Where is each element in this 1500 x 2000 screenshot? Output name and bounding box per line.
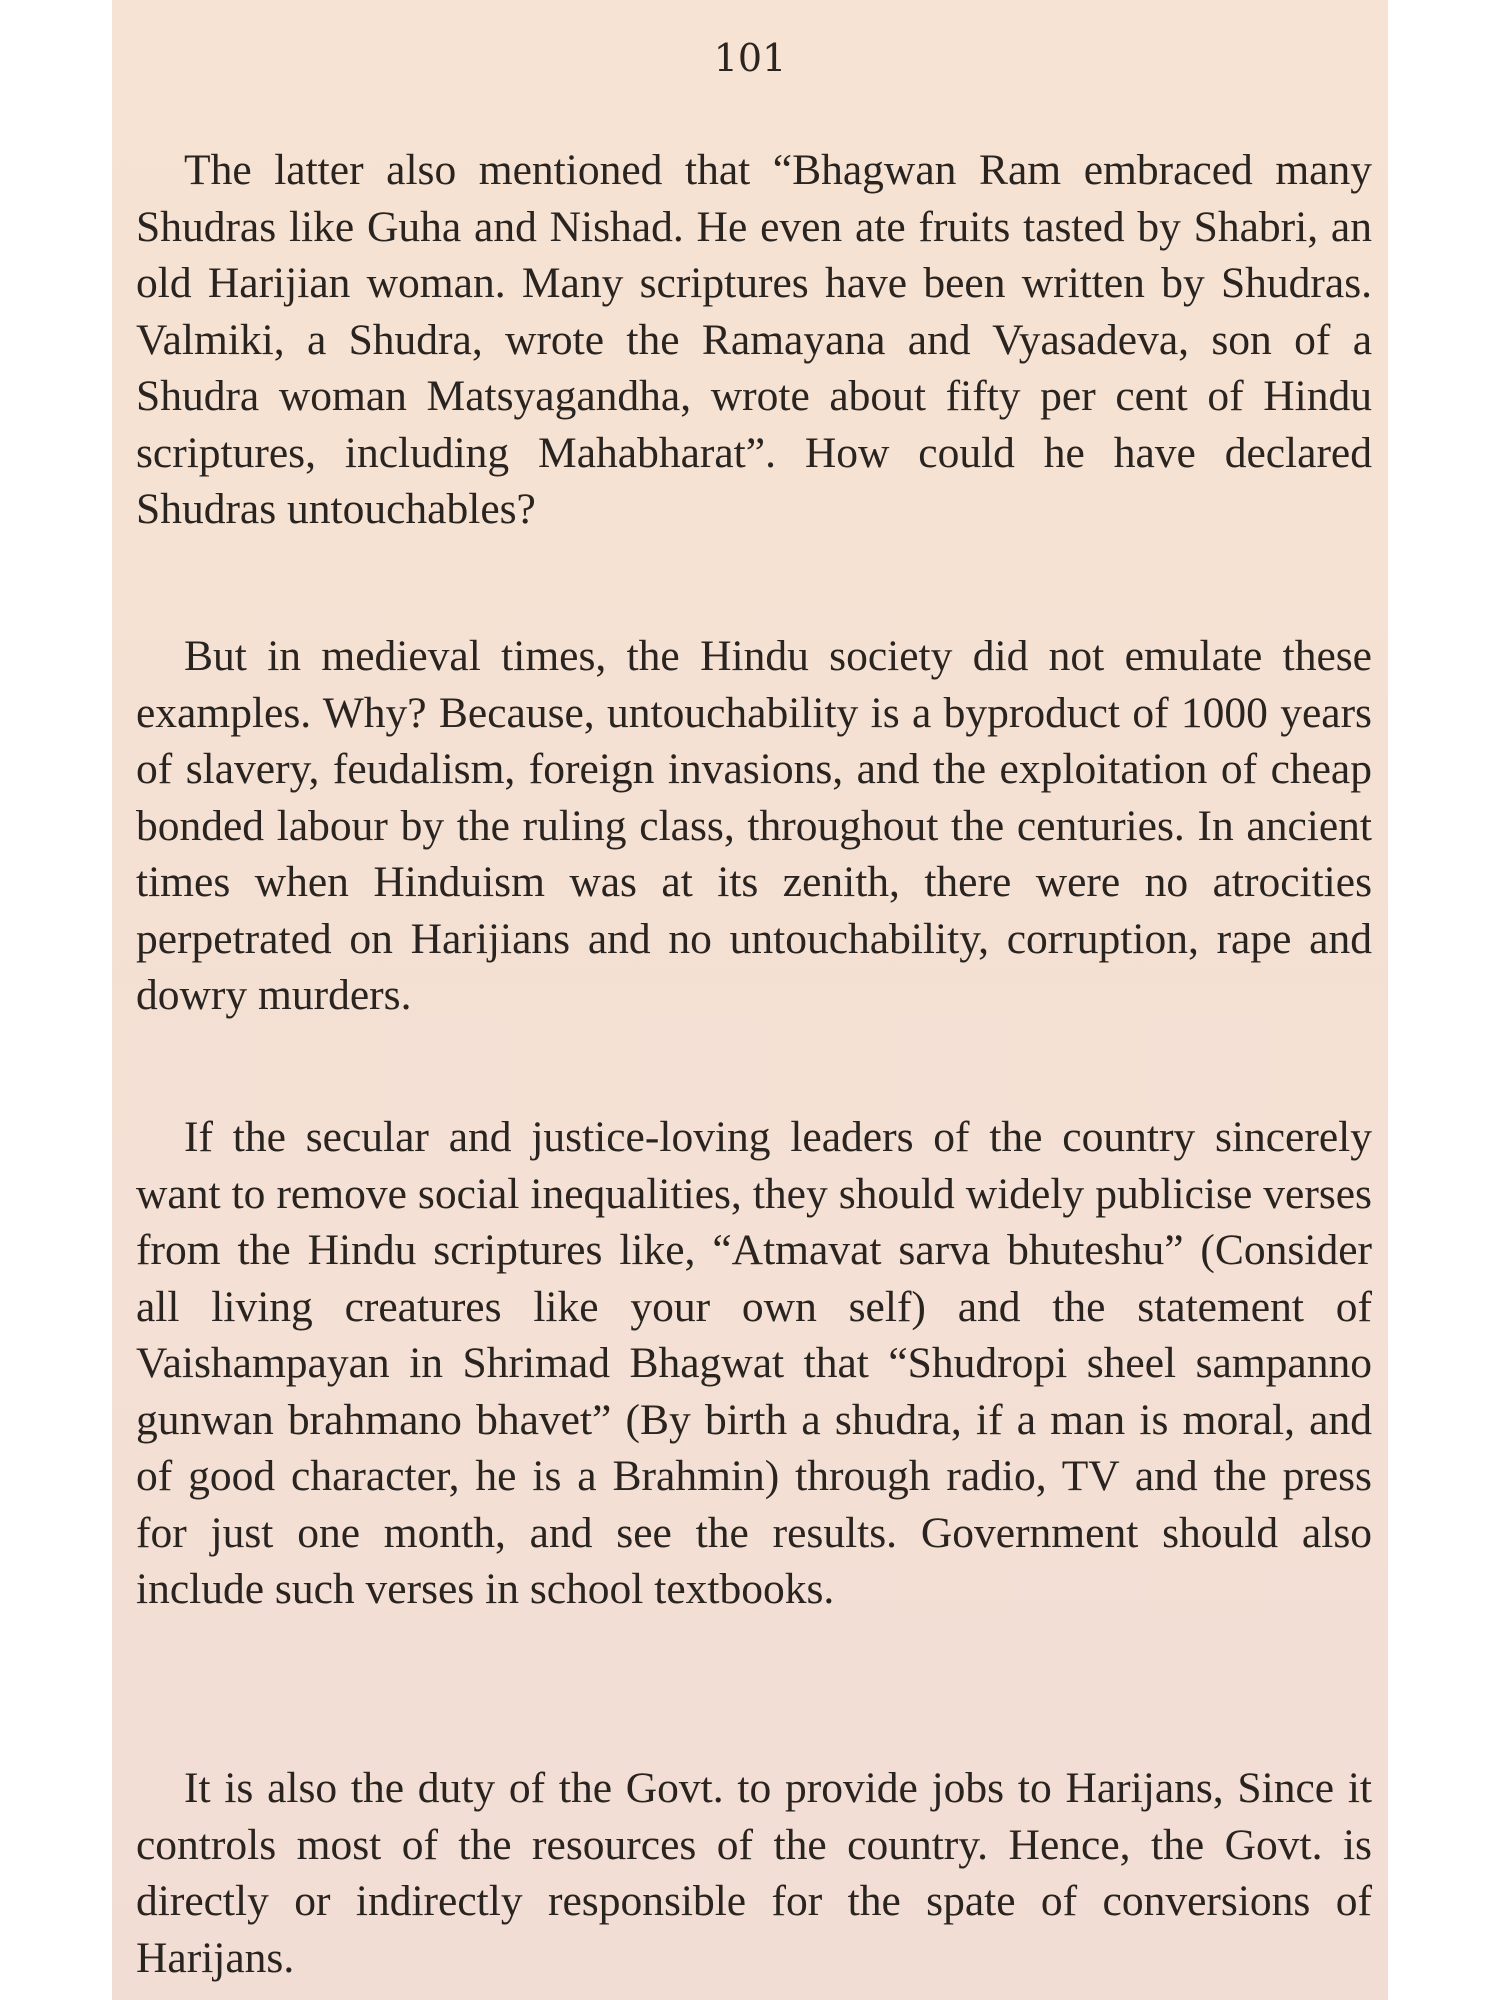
paragraph-1 xyxy=(136,142,1372,538)
paragraph-4 xyxy=(136,1760,1372,1986)
paragraph-text: If the secular and justice-loving leaders of the country sincerely want to remove social inequalities, they should widely publicise verses from the Hindu scriptures like, “Atmavat sarva bhuteshu” (Consider all living creatures like your own self) and the statement of Vaishampayan in Shrimad Bhagwat that “Shudropi sheel sampanno gunwan brahmano bhavet” (By birth a shudra, if a man is moral, and of good character, he is a Brahmin) through radio, TV and the press for just one month, and see the results. Government should also include such verses in school textbooks. xyxy=(136,1113,1372,1613)
paragraph-text: But in medieval times, the Hindu society did not emulate these examples. Why? Because, untouchability is a byproduct of 1000 years of slavery, feudalism, foreign invasions, and the exploitation of cheap bonded labour by the ruling class, throughout the centuries. In ancient times when Hinduism was at its zenith, there were no atrocities perpetrated on Harijians and no untouchability, corruption, rape and dowry murders. xyxy=(136,632,1372,1019)
paragraph-2 xyxy=(136,628,1372,1024)
paragraph-text: The latter also mentioned that “Bhagwan Ram embraced many Shudras like Guha and Nishad. He even ate fruits tasted by Shabri, an old Harijian woman. Many scriptures have been written by Shudras. Valmiki, a Shudra, wrote the Ramayana and Vyasadeva, son of a Shudra woman Matsyagandha, wrote about fifty per cent of Hindu scriptures, including Mahabharat”. How could he have declared Shudras untouchables? xyxy=(136,146,1372,533)
page-number: 101 xyxy=(713,36,787,80)
paragraph-3 xyxy=(136,1109,1372,1618)
book-page xyxy=(112,0,1388,2000)
paragraph-text: It is also the duty of the Govt. to provide jobs to Harijans, Since it controls most of the resources of the country. Hence, the Govt. is directly or indirectly responsible for the spate of conversions of Harijans. xyxy=(136,1764,1372,1982)
